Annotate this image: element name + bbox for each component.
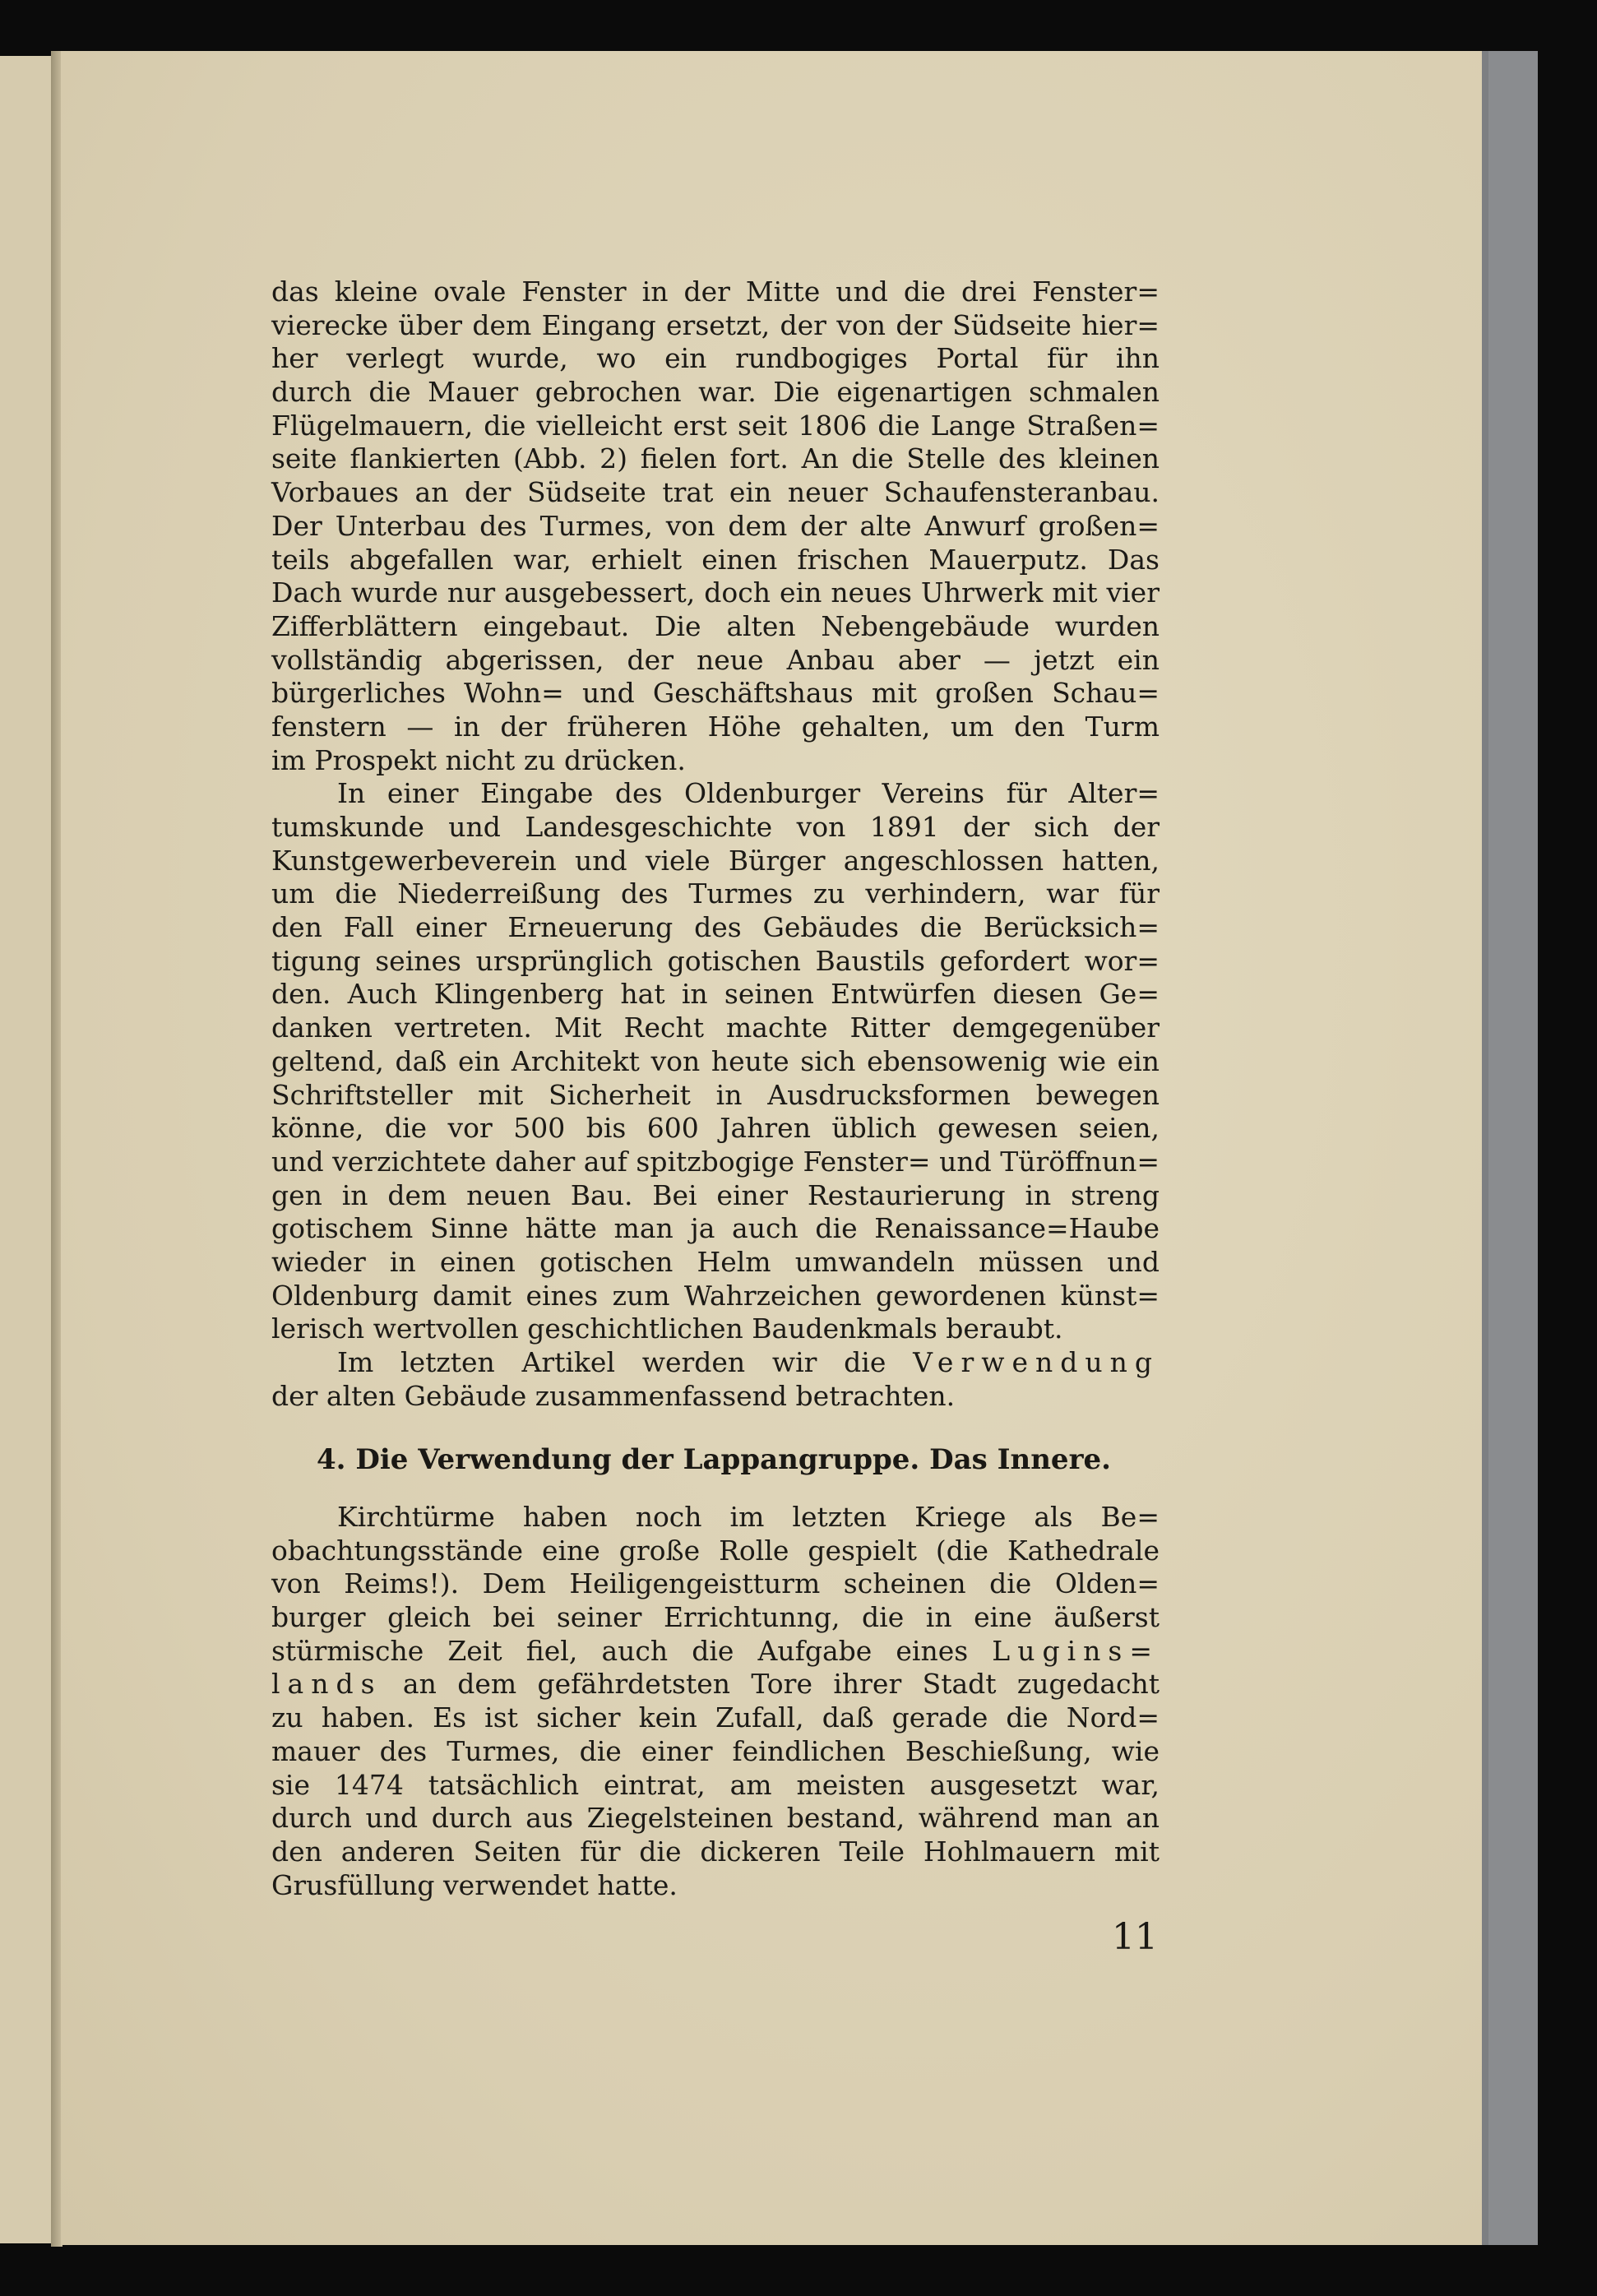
text-line: Kunstgewerbeverein und viele Bürger angeschlossen hatten, <box>271 844 1160 877</box>
text-line: Kirchtürme haben noch im letzten Kriege als Be= <box>337 1501 1160 1533</box>
text-line: In einer Eingabe des Oldenburger Vereins für Alter= <box>337 777 1160 810</box>
text-line: vierecke über dem Eingang ersetzt, der von der Südseite hier= <box>271 308 1160 341</box>
text-line: gotischem Sinne hätte man ja auch die Renaissance=Haube <box>271 1212 1160 1245</box>
text-line: burger gleich bei seiner Errichtunng, die in eine äußerst <box>271 1601 1160 1634</box>
spaced-emphasis: lands <box>271 1668 382 1701</box>
text-line: tumskunde und Landesgeschichte von 1891 der sich der <box>271 811 1160 843</box>
text-line: fenstern — in der früheren Höhe gehalten, um den Turm <box>271 710 1160 743</box>
text-line: um die Niederreißung des Turmes zu verhindern, war für <box>271 877 1160 910</box>
text-line <box>271 1346 1160 1380</box>
text-line: danken vertreten. Mit Recht machte Ritter demgegenüber <box>271 1011 1160 1044</box>
text-line: Grusfüllung verwendet hatte. <box>271 1868 678 1901</box>
text-line: den Fall einer Erneuerung des Gebäudes die Berücksich= <box>271 911 1160 944</box>
text-line: vollständig abgerissen, der neue Anbau aber — jetzt ein <box>271 643 1160 676</box>
spaced-emphasis: Verwendung <box>913 1346 1160 1378</box>
text-line: seite flankierten (Abb. 2) fielen fort. An die Stelle des kleinen <box>271 442 1160 475</box>
text-line: im Prospekt nicht zu drücken. <box>271 743 686 776</box>
text-line: gen in dem neuen Bau. Bei einer Restaurierung in streng <box>271 1178 1160 1211</box>
text-line: geltend, daß ein Architekt von heute sich ebensowenig wie ein <box>271 1044 1160 1077</box>
text-line: durch und durch aus Ziegelsteinen bestand, während man an <box>271 1802 1160 1835</box>
text-line: tigung seines ursprünglich gotischen Baustils gefordert wor= <box>271 944 1160 977</box>
page-number: 11 <box>1112 1916 1158 1958</box>
text-line: mauer des Turmes, die einer feindlichen Beschießung, wie <box>271 1734 1160 1767</box>
text-line: bürgerliches Wohn= und Geschäftshaus mit großen Schau= <box>271 677 1160 710</box>
text-fragment: stürmische Zeit fiel, auch die Aufgabe eines <box>271 1634 969 1667</box>
text-line: Vorbaues an der Südseite trat ein neuer Schaufensteranbau. <box>271 476 1160 509</box>
text-line: von Reims!). Dem Heiligengeistturm scheinen die Olden= <box>271 1567 1160 1600</box>
body-text-upper <box>271 275 1160 1413</box>
text-line: obachtungsstände eine große Rolle gespielt (die Kathedrale <box>271 1534 1160 1567</box>
text-line: sie 1474 tatsächlich eintrat, am meisten ausgesetzt war, <box>271 1768 1160 1801</box>
text-line: zu haben. Es ist sicher kein Zufall, daß gerade die Nord= <box>271 1701 1160 1734</box>
text-line: lerisch wertvollen geschichtlichen Baudenkmals beraubt. <box>271 1312 1063 1345</box>
text-line: den anderen Seiten für die dickeren Teile Hohlmauern mit <box>271 1835 1160 1868</box>
text-line: der alten Gebäude zusammenfassend betrachten. <box>271 1379 956 1412</box>
body-text-lower <box>271 1501 1160 1902</box>
text-line: her verlegt wurde, wo ein rundbogiges Portal für ihn <box>271 342 1160 375</box>
spaced-emphasis: Lugins= <box>992 1634 1160 1667</box>
text-line: wieder in einen gotischen Helm umwandeln müssen und <box>271 1245 1160 1278</box>
text-line: durch die Mauer gebrochen war. Die eigenartigen schmalen <box>271 376 1160 409</box>
text-line: den. Auch Klingenberg hat in seinen Entwürfen diesen Ge= <box>271 978 1160 1011</box>
section-heading: 4. Die Verwendung der Lappangruppe. Das Innere. <box>317 1443 1111 1476</box>
text-line: Schriftsteller mit Sicherheit in Ausdrucksformen bewegen <box>271 1078 1160 1111</box>
text-line: Oldenburg damit eines zum Wahrzeichen gewordenen künst= <box>271 1279 1160 1312</box>
text-line: Flügelmauern, die vielleicht erst seit 1806 die Lange Straßen= <box>271 409 1160 442</box>
text-line: Der Unterbau des Turmes, von dem der alte Anwurf großen= <box>271 509 1160 542</box>
text-line: teils abgefallen war, erhielt einen frischen Mauerputz. Das <box>271 543 1160 576</box>
text-line <box>271 1668 1160 1701</box>
text-fragment: an dem gefährdetsten Tore ihrer Stadt zugedacht <box>402 1668 1160 1701</box>
text-fragment: Im letzten Artikel werden wir die <box>337 1346 886 1378</box>
text-line: und verzichtete daher auf spitzbogige Fenster= und Türöffnun= <box>271 1145 1160 1178</box>
text-line: Dach wurde nur ausgebessert, doch ein neues Uhrwerk mit vier <box>271 576 1160 609</box>
page-edge-shadow-inner <box>1488 51 1538 2245</box>
text-line <box>271 1635 1160 1669</box>
text-line: Zifferblättern eingebaut. Die alten Nebengebäude wurden <box>271 609 1160 642</box>
text-line: das kleine ovale Fenster in der Mitte und die drei Fenster= <box>271 275 1160 308</box>
facing-page-edge <box>0 56 58 2243</box>
text-line: könne, die vor 500 bis 600 Jahren üblich gewesen seien, <box>271 1112 1160 1145</box>
